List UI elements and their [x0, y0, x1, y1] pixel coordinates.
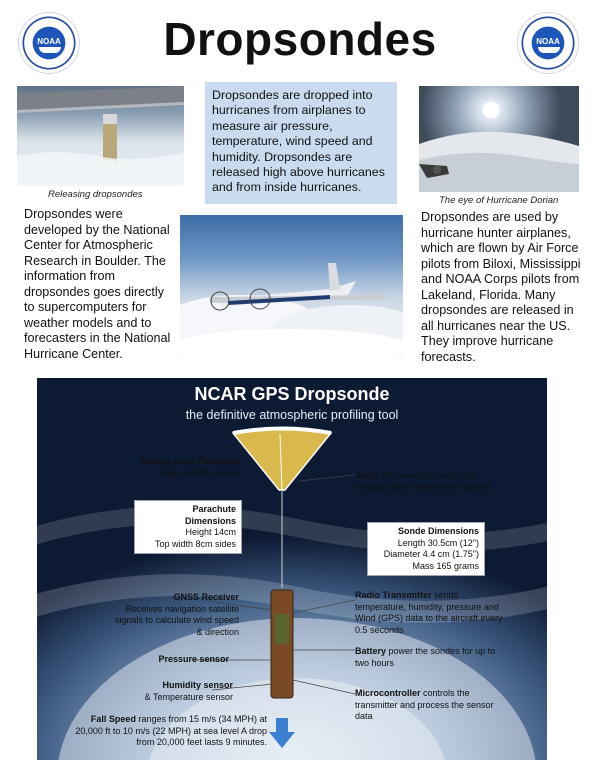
humidity-callout: [129, 680, 233, 703]
vents-callout: [355, 470, 505, 493]
callout-text: ranges from 15 m/s (34 MPH) at 20,000 ft to 10 m/s (22 MPH) at sea level A drop from 20,000 feet lasts 9 minutes.: [75, 714, 267, 747]
callout-heading: Humidity sensor: [162, 680, 233, 690]
noaa-logo-text: NOAA: [37, 37, 61, 46]
callout-text: Height 14cm: [185, 527, 236, 537]
page-title: Dropsondes: [163, 13, 437, 65]
microcontroller-callout: [355, 688, 505, 723]
releasing-dropsondes-photo: [17, 86, 184, 186]
callout-text: fills parachute within 10 seconds after release from aircraft: [355, 470, 492, 492]
callout-heading: Vents: [355, 470, 380, 480]
callout-heading: Microcontroller: [355, 688, 421, 698]
callout-text: High stability design: [160, 467, 241, 478]
callout-text: Top width 8cm sides: [154, 538, 236, 549]
gnss-callout: [109, 592, 239, 638]
callout-text: Mass 165 grams: [412, 560, 479, 571]
callout-text: & Temperature sensor: [144, 691, 233, 702]
infographic-subtitle: the definitive atmospheric profiling tool: [185, 408, 399, 422]
gull-icon: [39, 47, 61, 53]
callout-text: controls the transmitter and process the sensor data: [355, 688, 494, 721]
callout-text: power the sondes for up to two hours: [355, 646, 496, 668]
pressure-callout: [129, 654, 229, 666]
parachute-callout: [129, 456, 241, 479]
dropsonde-infographic: [37, 378, 547, 760]
callout-text: sends temperature, humidity, pressure and Wind (GPS) data to the aircraft every 0.5 seconds: [355, 590, 503, 635]
callout-heading: GNSS Receiver: [173, 592, 239, 602]
callout-heading: Pressure sensor: [158, 654, 229, 664]
callout-heading: Sonde Dimensions: [397, 526, 479, 536]
fall-speed-callout: [67, 714, 267, 749]
infographic-title: NCAR GPS Dropsonde: [194, 384, 390, 404]
callout-text: Receives navigation satellite signals to calculate wind speed & direction: [114, 603, 239, 637]
callout-heading: Battery: [355, 646, 387, 656]
callout-text: Diameter 4.4 cm (1.75"): [383, 549, 479, 559]
hurricane-hunters-paragraph: Dropsondes are used by hurricane hunter airplanes, which are flown by Air Force pilots from Biloxi, Mississippi and NOAA Corps pilots from Lakeland, Florida. Many dropsondes are released in all hurricanes near the US. They improve hurricane forecasts.: [421, 210, 581, 364]
hurricane-eye-photo: [419, 86, 579, 192]
parachute-dimensions-box: [134, 500, 242, 554]
photo-caption-left: Releasing dropsondes: [48, 189, 143, 200]
radio-callout: [355, 590, 507, 636]
photo-caption-right: The eye of Hurricane Dorian: [439, 195, 559, 206]
sonde-dimensions-box: [367, 522, 485, 576]
callout-heading: Radio Transmitter: [355, 590, 432, 600]
callout-heading: Parachute Dimensions: [184, 504, 236, 526]
callout-heading: Fall Speed: [90, 714, 136, 724]
battery-callout: [355, 646, 505, 669]
hurricane-hunter-plane-photo: [180, 215, 403, 356]
callout-text: Length 30.5cm (12"): [397, 537, 479, 548]
callout-heading: Square-cone Parachute: [140, 456, 241, 466]
noaa-logo-left: [18, 12, 80, 74]
noaa-logo-right: [517, 12, 579, 74]
ncar-paragraph: Dropsondes were developed by the National Center for Atmospheric Research in Boulder. The information from dropsondes goes directly to supercomputers for weather models and to forecasters in the National Hurricane Center.: [24, 207, 171, 361]
noaa-logo-text: NOAA: [536, 37, 560, 46]
gull-icon: [538, 47, 560, 53]
intro-box: Dropsondes are dropped into hurricanes from airplanes to measure air pressure, temperature, wind speed and humidity. Dropsondes are released high above hurricanes and from inside hurricanes.: [205, 82, 397, 204]
